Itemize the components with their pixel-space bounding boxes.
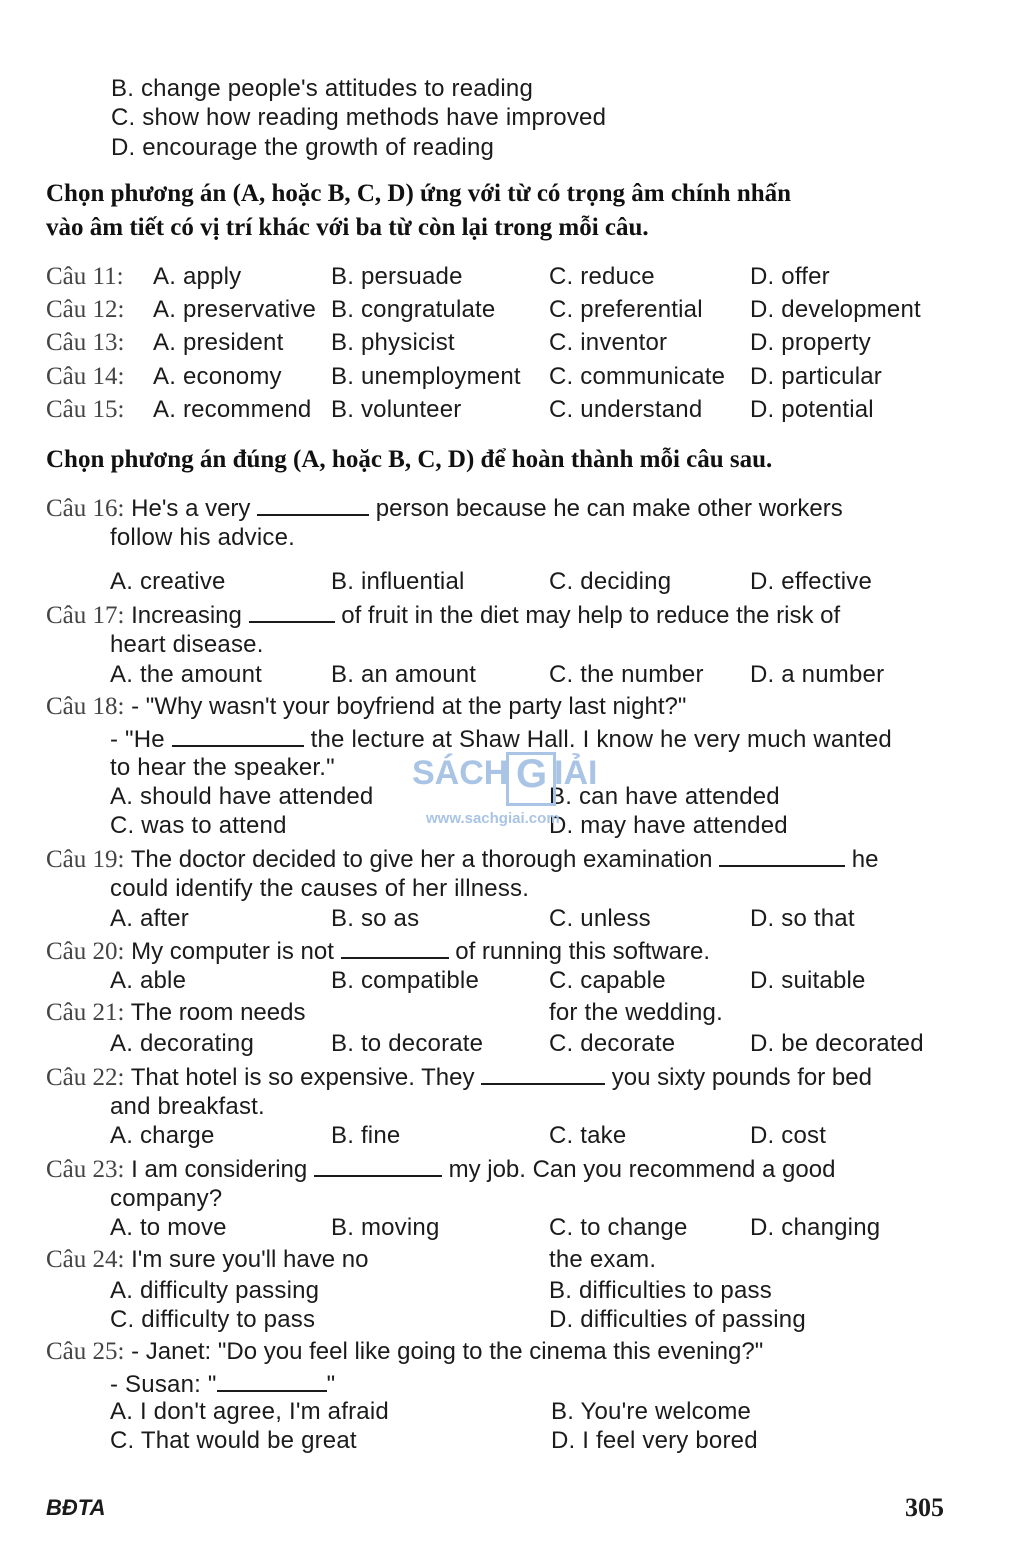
option-c: C. decorate xyxy=(549,1030,676,1057)
question-label: Câu 19: xyxy=(46,846,125,873)
watermark-text-left: SÁCH xyxy=(412,754,509,792)
option-b: B. unemployment xyxy=(331,363,521,390)
question-text-start: - Susan: " xyxy=(110,1371,217,1398)
question-label: Câu 21: xyxy=(46,999,125,1026)
q10-option-b: B. change people's attitudes to reading xyxy=(111,75,534,102)
question-text-start: I am considering xyxy=(131,1156,308,1183)
option-a: A. preservative xyxy=(153,296,317,323)
question-25 xyxy=(46,1337,763,1367)
option-a: A. decorating xyxy=(110,1030,255,1057)
question-label: Câu 23: xyxy=(46,1156,125,1183)
question-text-start: That hotel is so expensive. They xyxy=(130,1064,475,1091)
question-label: Câu 13: xyxy=(46,329,125,356)
question-text-end: " xyxy=(326,1371,336,1398)
question-17 xyxy=(46,599,840,631)
question-24 xyxy=(46,1245,368,1275)
question-16 xyxy=(46,492,843,524)
watermark-text-right: IẢI xyxy=(554,754,598,792)
question-text-start: I'm sure you'll have no xyxy=(131,1246,369,1273)
question-text-end: of running this software. xyxy=(455,938,711,965)
question-label: Câu 25: xyxy=(46,1338,125,1365)
question-24-text-end: the exam. xyxy=(549,1246,657,1273)
answer-blank xyxy=(257,492,369,516)
option-c: C. That would be great xyxy=(110,1427,357,1454)
q10-option-d: D. encourage the growth of reading xyxy=(111,134,495,161)
question-text-end: of fruit in the diet may help to reduce the risk of xyxy=(341,602,841,629)
option-b: B. volunteer xyxy=(331,396,462,423)
question-18-reply xyxy=(110,723,892,755)
question-label: Câu 12: xyxy=(46,296,125,323)
question-19 xyxy=(46,843,878,875)
question-label: Câu 17: xyxy=(46,602,125,629)
section-stress-heading-line2: vào âm tiết có vị trí khác với ba từ còn lại trong mỗi câu. xyxy=(46,214,649,241)
option-b: B. to decorate xyxy=(331,1030,484,1057)
answer-blank xyxy=(314,1153,442,1177)
footer-book-code: BĐTA xyxy=(46,1495,106,1520)
question-16-continuation: follow his advice. xyxy=(110,524,296,551)
watermark-text-mid: G xyxy=(516,752,548,796)
option-a: A. after xyxy=(110,905,189,932)
option-c: C. deciding xyxy=(549,568,672,595)
question-text: - Janet: "Do you feel like going to the cinema this evening?" xyxy=(131,1338,764,1365)
question-22 xyxy=(46,1061,872,1093)
option-a: A. I don't agree, I'm afraid xyxy=(110,1398,389,1425)
option-a: A. the amount xyxy=(110,661,263,688)
option-c: C. inventor xyxy=(549,329,668,356)
option-d: D. offer xyxy=(750,263,830,290)
option-c: C. understand xyxy=(549,396,703,423)
question-21 xyxy=(46,998,305,1028)
option-c: C. capable xyxy=(549,967,666,994)
option-b: B. You're welcome xyxy=(551,1398,752,1425)
option-d: D. changing xyxy=(750,1214,881,1241)
question-text-end: he xyxy=(851,846,879,873)
option-c: C. reduce xyxy=(549,263,655,290)
option-a: A. apply xyxy=(153,263,242,290)
option-a: A. difficulty passing xyxy=(110,1277,320,1304)
option-a: A. recommend xyxy=(153,396,312,423)
option-d: D. cost xyxy=(750,1122,827,1149)
option-c: C. difficulty to pass xyxy=(110,1306,316,1333)
question-text-start: Increasing xyxy=(131,602,242,629)
question-text-end: you sixty pounds for bed xyxy=(611,1064,872,1091)
question-text-start: The room needs xyxy=(130,999,306,1026)
section-completion-heading: Chọn phương án đúng (A, hoặc B, C, D) để hoàn thành mỗi câu sau. xyxy=(46,446,773,473)
option-d: D. potential xyxy=(750,396,874,423)
answer-blank xyxy=(481,1061,605,1085)
option-b: B. fine xyxy=(331,1122,401,1149)
question-label: Câu 15: xyxy=(46,396,125,423)
question-text-start: He's a very xyxy=(131,495,251,522)
option-a: A. should have attended xyxy=(110,783,374,810)
option-c: C. the number xyxy=(549,661,704,688)
answer-blank xyxy=(719,843,845,867)
question-label: Câu 20: xyxy=(46,938,125,965)
option-d: D. a number xyxy=(750,661,885,688)
option-a: A. president xyxy=(153,329,284,356)
question-18-continuation: to hear the speaker." xyxy=(110,754,335,781)
answer-blank xyxy=(249,599,335,623)
question-label: Câu 22: xyxy=(46,1064,125,1091)
option-d: D. particular xyxy=(750,363,882,390)
question-label: Câu 16: xyxy=(46,495,125,522)
option-d: D. property xyxy=(750,329,871,356)
option-a: A. economy xyxy=(153,363,282,390)
question-17-continuation: heart disease. xyxy=(110,631,264,658)
answer-blank xyxy=(172,723,304,747)
q10-option-c: C. show how reading methods have improved xyxy=(111,104,607,131)
option-d: D. so that xyxy=(750,905,855,932)
watermark-url: www.sachgiai.com xyxy=(426,810,560,827)
option-b: B. physicist xyxy=(331,329,455,356)
answer-blank xyxy=(341,935,449,959)
option-d: D. be decorated xyxy=(750,1030,924,1057)
option-a: A. charge xyxy=(110,1122,215,1149)
watermark-logo xyxy=(412,752,622,832)
question-label: Câu 18: xyxy=(46,693,125,720)
option-d: D. difficulties of passing xyxy=(549,1306,806,1333)
question-21-text-end: for the wedding. xyxy=(549,999,723,1026)
page-number: 305 xyxy=(905,1493,944,1522)
question-25-reply xyxy=(110,1368,335,1400)
question-23-continuation: company? xyxy=(110,1185,223,1212)
option-b: B. an amount xyxy=(331,661,477,688)
question-label: Câu 14: xyxy=(46,363,125,390)
question-text-end: person because he can make other workers xyxy=(375,495,843,522)
option-d: D. suitable xyxy=(750,967,866,994)
question-text: - "Why wasn't your boyfriend at the party last night?" xyxy=(131,693,687,720)
option-c: C. communicate xyxy=(549,363,726,390)
option-b: B. congratulate xyxy=(331,296,496,323)
option-d: D. may have attended xyxy=(549,812,788,839)
question-19-continuation: could identify the causes of her illness. xyxy=(110,875,530,902)
option-b: B. so as xyxy=(331,905,420,932)
option-b: B. can have attended xyxy=(549,783,780,810)
option-c: C. was to attend xyxy=(110,812,287,839)
option-c: C. unless xyxy=(549,905,651,932)
question-text-start: - "He xyxy=(110,726,165,753)
option-c: C. preferential xyxy=(549,296,703,323)
option-d: D. effective xyxy=(750,568,873,595)
option-b: B. persuade xyxy=(331,263,463,290)
question-text-start: The doctor decided to give her a thorough examination xyxy=(130,846,713,873)
option-c: C. take xyxy=(549,1122,627,1149)
answer-blank xyxy=(217,1368,327,1392)
option-b: B. influential xyxy=(331,568,465,595)
question-23 xyxy=(46,1153,835,1185)
question-label: Câu 11: xyxy=(46,263,124,290)
option-d: D. development xyxy=(750,296,921,323)
question-text-end: my job. Can you recommend a good xyxy=(448,1156,836,1183)
question-text-end: the lecture at Shaw Hall. I know he very much wanted xyxy=(310,726,892,753)
option-c: C. to change xyxy=(549,1214,688,1241)
question-18 xyxy=(46,692,686,722)
option-a: A. to move xyxy=(110,1214,227,1241)
option-d: D. I feel very bored xyxy=(551,1427,758,1454)
question-22-continuation: and breakfast. xyxy=(110,1093,265,1120)
option-a: A. creative xyxy=(110,568,226,595)
section-stress-heading-line1: Chọn phương án (A, hoặc B, C, D) ứng với từ có trọng âm chính nhấn xyxy=(46,180,792,207)
question-20 xyxy=(46,935,710,967)
option-a: A. able xyxy=(110,967,187,994)
option-b: B. compatible xyxy=(331,967,480,994)
question-text-start: My computer is not xyxy=(131,938,334,965)
option-b: B. difficulties to pass xyxy=(549,1277,772,1304)
option-b: B. moving xyxy=(331,1214,440,1241)
question-label: Câu 24: xyxy=(46,1246,125,1273)
